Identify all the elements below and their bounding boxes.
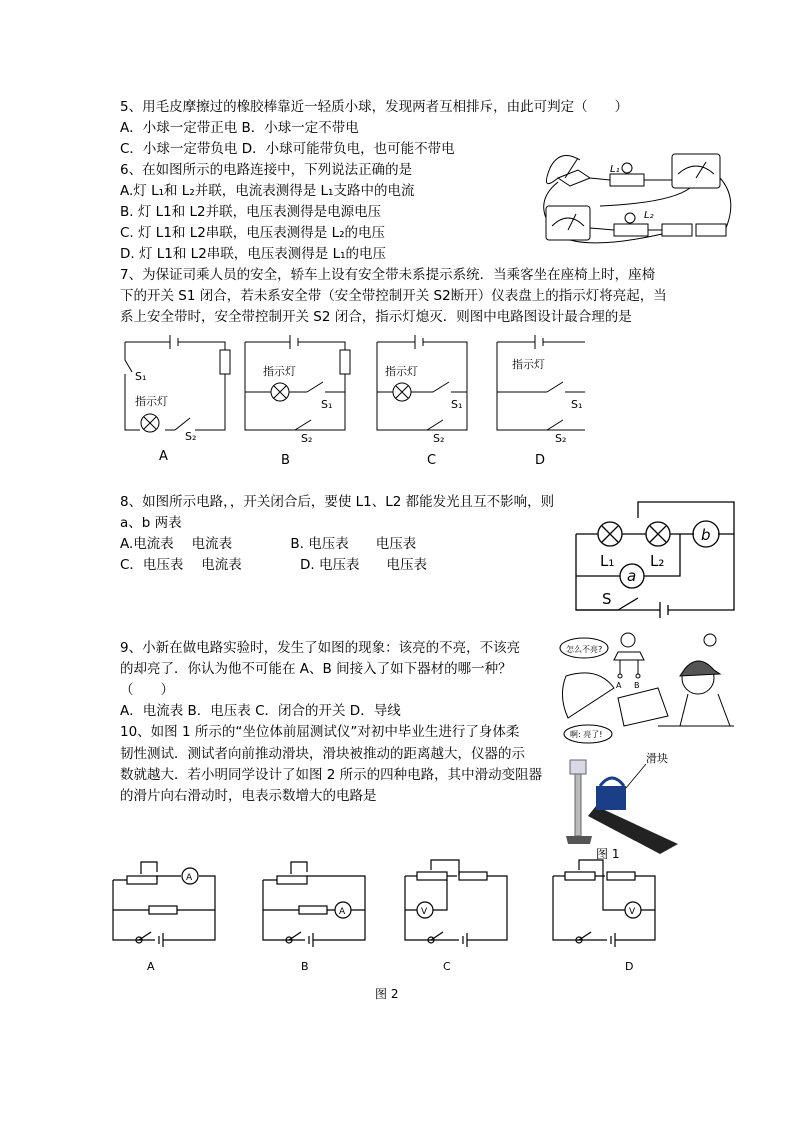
ammeter-scale: [678, 166, 714, 174]
q9-bubble-lit: 啊: 亮了!: [570, 730, 603, 739]
q10-fig2-circuits: [105, 856, 665, 976]
q10-slider-label: 滑块: [646, 752, 668, 765]
q8-b-label: b: [701, 526, 711, 544]
ammeter-body: [672, 154, 720, 188]
q10-option-a: A: [147, 960, 155, 973]
q7-line2: 下的开关 S1 闭合，若未系安全带（安全带控制开关 S2断开）仪表盘上的指示灯将亮起，当: [120, 288, 667, 304]
q5-stem: 5、用毛皮摩擦过的橡胶棒靠近一轻质小球，发现两者互相排斥，由此可判定（ ）: [120, 99, 629, 115]
switch-lever: [565, 158, 578, 178]
q7-option-d: D: [535, 453, 546, 468]
q6-l1-label: L₁: [610, 164, 620, 175]
q5-options-cd: C．小球一定带负电 D．小球可能带负电，也可能不带电: [120, 141, 455, 157]
q9-line2: 的却亮了．你认为他不可能在 A、B 间接入了如下器材的哪一种？: [120, 661, 512, 677]
q8-stem: 8、如图所示电路，，开关闭合后，要使 L1、L2 都能发光且互不影响，则: [120, 494, 555, 510]
q10-fig2-caption: 图 2: [375, 987, 399, 1001]
q10-b-ammeter: A: [339, 907, 346, 917]
q7-circuits: [115, 330, 585, 470]
voltmeter-body: [546, 206, 590, 240]
q10-line2: 韧性测试．测试者向前推动滑块，滑块被推动的距离越大，仪器的示: [120, 746, 525, 762]
lamp1-bulb: [622, 163, 632, 173]
q8-l1-label: L₁: [600, 552, 615, 570]
q7-option-b: B: [281, 453, 290, 468]
lamp2-base: [614, 224, 648, 236]
q10-circuit-c: [405, 860, 507, 947]
q7-b-s1: S₁: [321, 398, 333, 411]
slider-block: [596, 786, 626, 810]
bulb-top: [621, 633, 635, 647]
voltmeter-scale: [552, 218, 584, 226]
q10-a-ammeter: A: [186, 873, 193, 883]
q10-circuit-b: [263, 862, 365, 947]
q8-options-ab: A.电流表 电流表 B. 电压表 电压表: [120, 536, 417, 552]
battery-box-left: [562, 673, 614, 718]
q8-stem2: a、b 两表: [120, 515, 182, 531]
q7-d-s2: S₂: [555, 432, 567, 445]
lamp2-bulb: [625, 213, 635, 223]
q8-a-label: a: [627, 567, 637, 585]
q10-line3: 数就越大．若小明同学设计了如图 2 所示的四种电路，其中滑动变阻器: [120, 767, 543, 783]
boy-body: [680, 694, 730, 726]
q10-c-voltmeter: V: [421, 907, 428, 917]
post: [575, 774, 581, 836]
q7-a-s2: S₂: [185, 430, 197, 443]
q9-cartoon-figure: [558, 626, 738, 754]
q9-label-a: A: [616, 681, 622, 690]
q9-line1: 9、小新在做电路实验时，发生了如图的现象：该亮的不亮，不该亮: [120, 640, 521, 656]
q7-a-lamp-label: 指示灯: [135, 395, 168, 408]
q9-line3: （ ）: [120, 682, 174, 698]
q6-stem: 6、在如图所示的电路连接中，下列说法正确的是: [120, 162, 413, 178]
q8-options-cd: C．电压表 电流表 D. 电压表 电压表: [120, 557, 427, 573]
display-box: [570, 760, 586, 774]
q6-option-d: D. 灯 L1和 L2串联，电压表测得是 L₁的电压: [120, 246, 387, 262]
q8-circuit-figure: [568, 498, 740, 618]
lamp-holder: [614, 652, 644, 660]
q7-option-a: A: [159, 449, 168, 464]
q7-c-s2: S₂: [433, 432, 445, 445]
q7-a-s1: S₁: [135, 370, 147, 383]
switch-base: [558, 170, 590, 186]
lamp1-base: [610, 174, 644, 186]
q10-circuit-a: [113, 862, 215, 947]
q7-option-c: C: [427, 453, 437, 468]
q10-option-d: D: [625, 960, 634, 973]
q5-options-ab: A．小球一定带正电 B．小球一定不带电: [120, 120, 359, 136]
q8-s-label: S: [602, 590, 612, 608]
q10-fig1-instrument: [560, 750, 690, 862]
q7-circuit-d: [497, 335, 585, 430]
q7-circuit-a: [125, 335, 230, 432]
q7-c-lamp-label: 指示灯: [385, 365, 418, 378]
q7-d-s1: S₁: [571, 398, 583, 411]
q7-c-s1: S₁: [451, 398, 463, 411]
q6-option-c: C. 灯 L1和 L2串联，电压表测得是 L₂的电压: [120, 225, 386, 241]
q10-d-voltmeter: V: [629, 907, 636, 917]
q7-b-s2: S₂: [301, 432, 313, 445]
q7-circuit-b: [245, 335, 350, 430]
battery2: [696, 224, 726, 236]
q6-l2-label: L₂: [644, 210, 654, 221]
q10-option-b: B: [301, 960, 309, 973]
q6-option-a: A.灯 L₁和 L₂并联，电流表测得是 L₁支路中的电流: [120, 183, 415, 199]
q9-bubble-not-lit: 怎么不亮?: [566, 645, 603, 654]
q10-line4: 的滑片向右滑动时，电表示数增大的电路是: [120, 788, 377, 804]
q7-line3: 系上安全带时，安全带控制开关 S2 闭合，指示灯熄灭．则图中电路图设计最合理的是: [120, 309, 632, 325]
q7-circuit-c: [377, 335, 467, 430]
base: [566, 836, 592, 844]
boy-cap: [680, 661, 720, 676]
q10-option-c: C: [443, 960, 451, 973]
q7-line1: 7、为保证司乘人员的安全，轿车上设有安全带未系提示系统．当乘客坐在座椅上时，座椅: [120, 267, 656, 283]
q8-l2-label: L₂: [650, 552, 665, 570]
q10-fig1-caption: 图 1: [596, 847, 620, 861]
q9-options: A．电流表 B．电压表 C．闭合的开关 D．导线: [120, 703, 401, 719]
q10-line1: 10、如图 1 所示的“坐位体前屈测试仪”对初中毕业生进行了身体柔: [120, 724, 520, 740]
battery1: [662, 224, 692, 236]
q7-d-lamp-label: 指示灯: [512, 358, 545, 371]
q6-option-b: B. 灯 L1和 L2并联，电压表测得是电源电压: [120, 204, 382, 220]
battery-box-right: [618, 688, 668, 726]
q6-circuit-figure: [540, 148, 740, 248]
q9-label-b: B: [634, 681, 640, 690]
q10-circuit-d: [553, 860, 655, 947]
q7-b-lamp-label: 指示灯: [263, 365, 296, 378]
